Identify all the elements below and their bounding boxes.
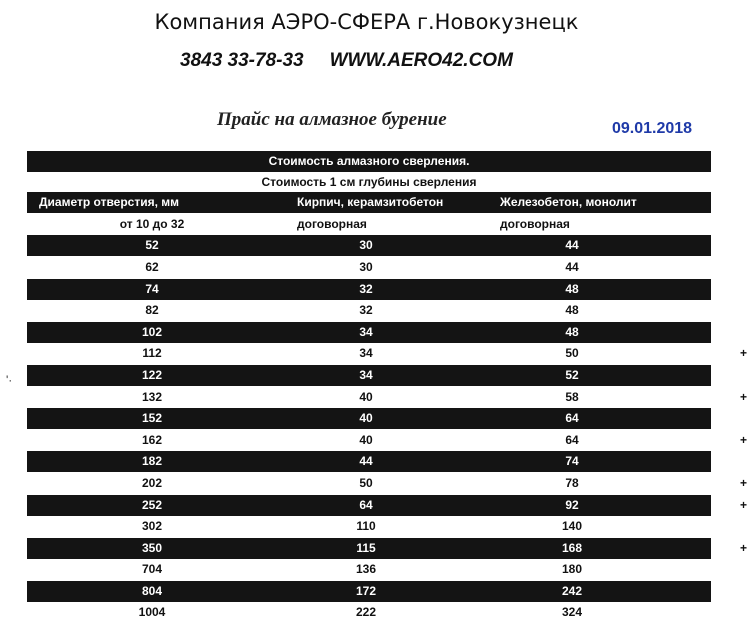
header-brick: Кирпич, керамзитобетон bbox=[297, 195, 444, 210]
cell-concrete: 44 bbox=[565, 238, 579, 253]
plus-mark: + bbox=[740, 540, 747, 555]
cell-brick: 136 bbox=[355, 562, 377, 577]
table-caption: Стоимость алмазного сверления. bbox=[268, 154, 470, 168]
table-row bbox=[27, 322, 711, 343]
header-diameter: Диаметр отверстия, мм bbox=[39, 195, 180, 210]
table-row bbox=[27, 235, 711, 256]
page-title: Прайс на алмазное бурение bbox=[217, 109, 447, 130]
cell-concrete: 50 bbox=[565, 346, 579, 361]
cell-concrete: 48 bbox=[565, 303, 579, 318]
table-row bbox=[27, 257, 711, 278]
cell-brick: 64 bbox=[359, 497, 373, 512]
cell-concrete: 92 bbox=[565, 497, 579, 512]
table-row bbox=[27, 473, 747, 494]
cell-brick: 40 bbox=[359, 389, 373, 404]
table-row bbox=[27, 581, 711, 602]
cell-diameter: 122 bbox=[141, 367, 163, 382]
cell-diameter: 52 bbox=[145, 238, 159, 253]
table-row-negotiable bbox=[27, 214, 711, 235]
cell-brick: 34 bbox=[359, 324, 373, 339]
cell-diameter: 350 bbox=[141, 540, 163, 555]
cell-diameter: 82 bbox=[145, 303, 159, 318]
cell-concrete: 58 bbox=[565, 389, 579, 404]
cell-brick: 30 bbox=[359, 238, 373, 253]
scan-mark: '· bbox=[6, 373, 13, 387]
cell-brick: 32 bbox=[359, 303, 373, 318]
cell-concrete: 140 bbox=[561, 519, 583, 534]
table-row bbox=[27, 387, 747, 408]
cell-concrete: 44 bbox=[565, 259, 579, 274]
cell-concrete: 168 bbox=[561, 540, 583, 555]
table-caption-row bbox=[27, 151, 711, 172]
cell-concrete: 64 bbox=[565, 432, 579, 447]
cell-brick: 34 bbox=[359, 367, 373, 382]
cell-diameter: 804 bbox=[141, 583, 163, 598]
cell-brick: 222 bbox=[355, 605, 377, 620]
phone-number: 3843 33-78-33 bbox=[180, 50, 304, 71]
table-row bbox=[27, 602, 711, 623]
table-row bbox=[27, 495, 747, 516]
cell-brick: договорная bbox=[297, 216, 367, 231]
price-table bbox=[27, 151, 747, 624]
table-row bbox=[27, 408, 711, 429]
price-date: 09.01.2018 bbox=[612, 120, 693, 137]
price-rows bbox=[27, 235, 747, 623]
cell-diameter: 132 bbox=[141, 389, 163, 404]
cell-diameter: 202 bbox=[141, 475, 163, 490]
table-row bbox=[27, 430, 747, 451]
cell-diameter: 102 bbox=[141, 324, 163, 339]
table-row bbox=[27, 538, 747, 559]
website-link: WWW.AERO42.COM bbox=[329, 50, 513, 71]
cell-brick: 40 bbox=[359, 432, 373, 447]
cell-diameter: 152 bbox=[141, 411, 163, 426]
cell-diameter: 62 bbox=[145, 259, 159, 274]
table-subcaption-row bbox=[27, 173, 711, 192]
cell-brick: 44 bbox=[359, 454, 373, 469]
table-row bbox=[27, 516, 711, 537]
contacts bbox=[180, 50, 513, 72]
cell-diameter: 112 bbox=[142, 346, 162, 361]
cell-diameter: 302 bbox=[141, 519, 163, 534]
cell-brick: 32 bbox=[359, 281, 373, 296]
table-row bbox=[27, 279, 711, 300]
cell-diameter: 74 bbox=[145, 281, 159, 296]
table-row bbox=[27, 365, 711, 386]
cell-diameter: 182 bbox=[141, 454, 163, 469]
plus-mark: + bbox=[740, 432, 747, 447]
cell-brick: 115 bbox=[356, 540, 376, 555]
cell-brick: 50 bbox=[359, 475, 373, 490]
table-row bbox=[27, 343, 747, 364]
plus-mark: + bbox=[740, 346, 747, 361]
cell-diameter: 1004 bbox=[138, 605, 166, 620]
cell-concrete: 52 bbox=[565, 367, 579, 382]
company-name: Компания АЭРО-СФЕРА г.Новокузнецк bbox=[154, 10, 579, 34]
cell-concrete: 64 bbox=[565, 411, 579, 426]
cell-brick: 172 bbox=[355, 583, 377, 598]
cell-concrete: 74 bbox=[565, 454, 579, 469]
cell-concrete: 324 bbox=[561, 605, 583, 620]
cell-diameter: 704 bbox=[141, 562, 163, 577]
cell-concrete: 78 bbox=[565, 475, 579, 490]
cell-concrete: 48 bbox=[565, 324, 579, 339]
cell-concrete: договорная bbox=[500, 216, 570, 231]
plus-mark: + bbox=[740, 497, 747, 512]
table-subcaption: Стоимость 1 см глубины сверления bbox=[261, 174, 477, 189]
cell-diameter: 252 bbox=[141, 497, 163, 512]
table-row bbox=[27, 451, 711, 472]
table-row bbox=[27, 559, 711, 580]
plus-mark: + bbox=[740, 475, 747, 490]
cell-diameter: от 10 до 32 bbox=[119, 216, 185, 231]
cell-concrete: 48 bbox=[565, 281, 579, 296]
cell-brick: 34 bbox=[359, 346, 373, 361]
table-header-row bbox=[27, 192, 711, 213]
cell-concrete: 180 bbox=[561, 562, 583, 577]
table-row bbox=[27, 300, 711, 321]
plus-mark: + bbox=[740, 389, 747, 404]
cell-brick: 40 bbox=[359, 411, 373, 426]
cell-brick: 110 bbox=[356, 519, 376, 534]
cell-diameter: 162 bbox=[141, 432, 163, 447]
header-concrete: Железобетон, монолит bbox=[500, 195, 637, 210]
cell-brick: 30 bbox=[359, 259, 373, 274]
cell-concrete: 242 bbox=[561, 583, 583, 598]
